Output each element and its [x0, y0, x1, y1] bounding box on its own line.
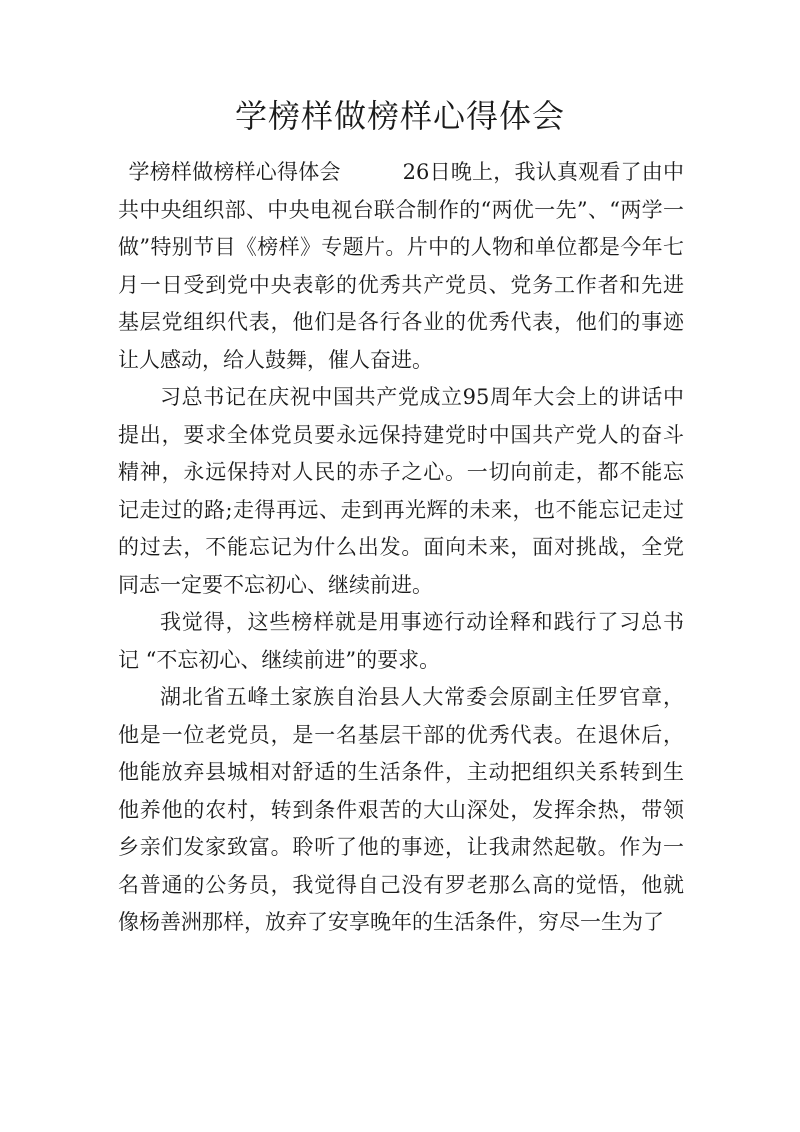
paragraph-3: 我觉得，这些榜样就是用事迹行动诠释和践行了习总书记 “不忘初心、继续前进”的要求。: [118, 610, 684, 672]
paragraph-1: [118, 154, 684, 379]
paragraph-2: 习总书记在庆祝中国共产党成立95周年大会上的讲话中提出，要求全体党员要永远保持建党时中国共产党人的奋斗精神，永远保持对人民的赤子之心。一切向前走，都不能忘记走过的路;走得再远、走到再光辉的未来，也不能忘记走过的过去，不能忘记为什么出发。面向未来，面对挑战，全党同志一定要不忘初心、继续前进。: [118, 385, 684, 597]
document-body: [118, 154, 684, 942]
paragraph-4: 湖北省五峰土家族自治县人大常委会原副主任罗官章，他是一位老党员，是一名基层干部的优秀代表。在退休后，他能放弃县城相对舒适的生活条件，主动把组织关系转到生他养他的农村，转到条件艰苦的大山深处，发挥余热，带领乡亲们发家致富。聆听了他的事迹，让我肃然起敬。作为一名普通的公务员，我觉得自己没有罗老那么高的觉悟，他就像杨善洲那样，放弃了安享晚年的生活条件，穷尽一生为了: [118, 685, 684, 934]
document-title: 学榜样做榜样心得体会: [234, 97, 565, 135]
paragraph-lead: 学榜样做榜样心得体会: [128, 160, 341, 184]
paragraph-text: 26日晚上，我认真观看了由中共中央组织部、中央电视台联合制作的“两优一先”、“两学一做”特别节目《榜样》专题片。片中的人物和单位都是今年七月一日受到党中央表彰的优秀共产党员、党务工作者和先进基层党组织代表，他们是各行各业的优秀代表，他们的事迹让人感动，给人鼓舞，催人奋进。: [118, 160, 684, 372]
